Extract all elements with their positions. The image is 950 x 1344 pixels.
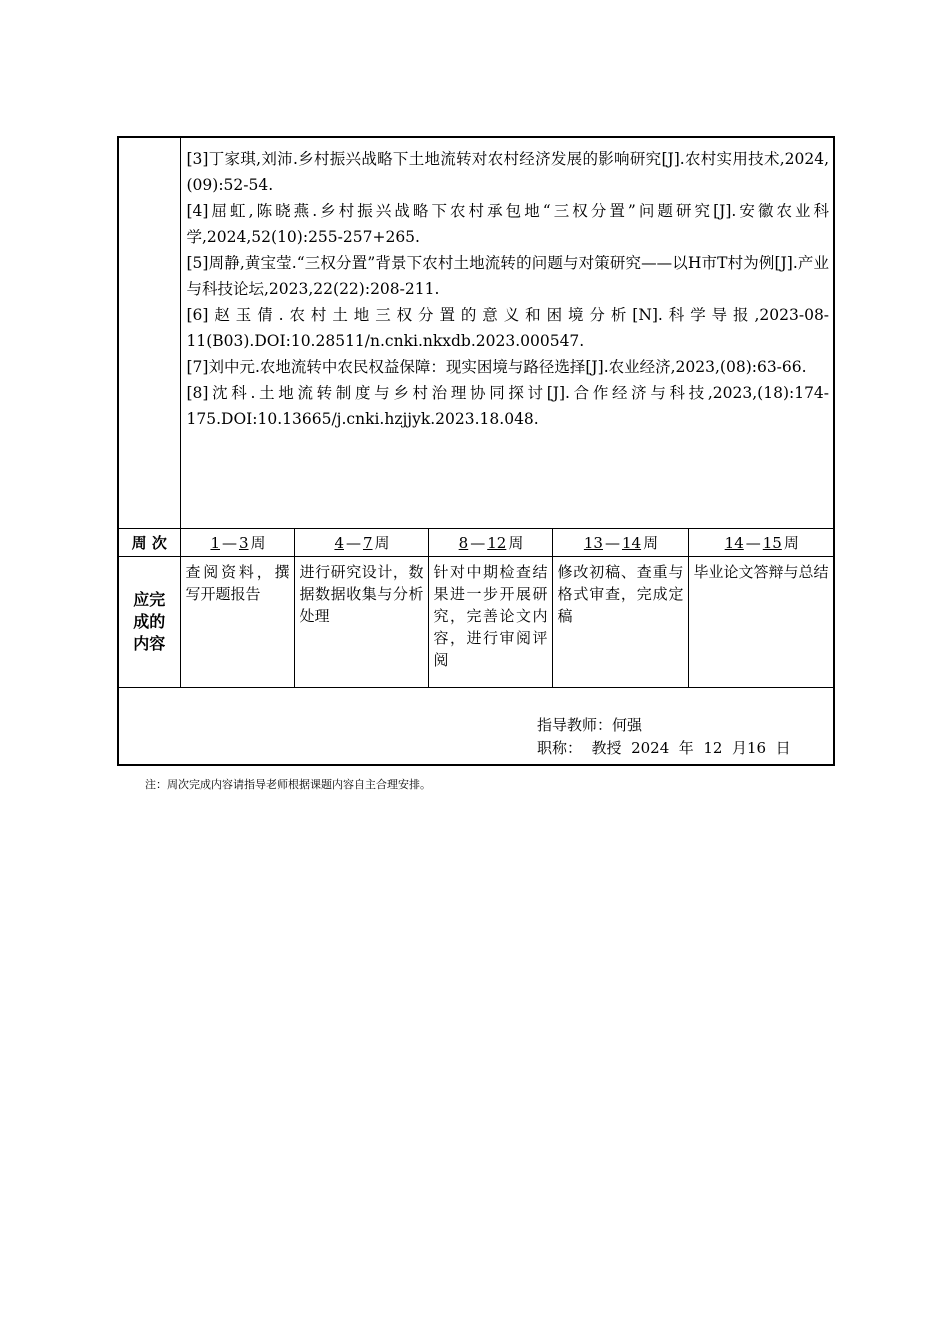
week-row xyxy=(118,529,834,557)
week-range: 8 — 12 周 xyxy=(428,529,552,557)
reference-item: [3]丁家琪,刘沛.乡村振兴战略下土地流转对农村经济发展的影响研究[J].农村实用技术,2024,(09):52-54. xyxy=(186,150,830,194)
signature-cell xyxy=(118,688,834,766)
reference-item: [5]周静,黄宝莹.“三权分置”背景下农村土地流转的问题与对策研究——以H市T村为例[J].产业与科技论坛,2023,22(22):208-211. xyxy=(186,254,830,298)
week-range: 4 — 7 周 xyxy=(294,529,428,557)
content-cell: 针对中期检查结果进一步开展研究，完善论文内容，进行审阅评阅 xyxy=(428,557,552,688)
signature-block xyxy=(537,714,791,760)
advisor-line: 指导教师：何强 xyxy=(537,716,643,734)
references-label-cell xyxy=(118,137,180,529)
references-cell xyxy=(180,137,834,529)
task-table xyxy=(117,136,835,766)
content-cell: 查阅资料，撰写开题报告 xyxy=(180,557,294,688)
title-date-line: 职称： 教授 2024 年 12 月16 日 xyxy=(537,739,791,757)
week-label: 周 次 xyxy=(118,529,180,557)
reference-item: [8]沈科.土地流转制度与乡村治理协同探讨[J].合作经济与科技,2023,(18):174-175.DOI:10.13665/j.cnki.hzjjyk.2023.18.048. xyxy=(186,384,830,428)
content-cell: 进行研究设计，数据数据收集与分析处理 xyxy=(294,557,428,688)
footnote: 注：周次完成内容请指导老师根据课题内容自主合理安排。 xyxy=(145,778,431,791)
content-label: 应完 成的 内容 xyxy=(118,557,180,688)
references-row xyxy=(118,137,834,529)
week-range: 14 — 15 周 xyxy=(688,529,834,557)
content-cell: 修改初稿、查重与格式审查，完成定稿 xyxy=(552,557,688,688)
week-range: 1 — 3 周 xyxy=(180,529,294,557)
reference-item: [4]屈虹,陈晓燕.乡村振兴战略下农村承包地“三权分置”问题研究[J].安徽农业科学,2024,52(10):255-257+265. xyxy=(186,202,830,246)
week-range: 13 — 14 周 xyxy=(552,529,688,557)
reference-item: [7]刘中元.农地流转中农民权益保障：现实困境与路径选择[J].农业经济,2023,(08):63-66. xyxy=(186,358,807,376)
signature-row xyxy=(118,688,834,766)
reference-item: [6]赵玉倩.农村土地三权分置的意义和困境分析[N].科学导报,2023-08-11(B03).DOI:10.28511/n.cnki.nkxdb.2023.000547. xyxy=(186,306,830,350)
content-cell: 毕业论文答辩与总结 xyxy=(688,557,834,688)
content-row xyxy=(118,557,834,688)
